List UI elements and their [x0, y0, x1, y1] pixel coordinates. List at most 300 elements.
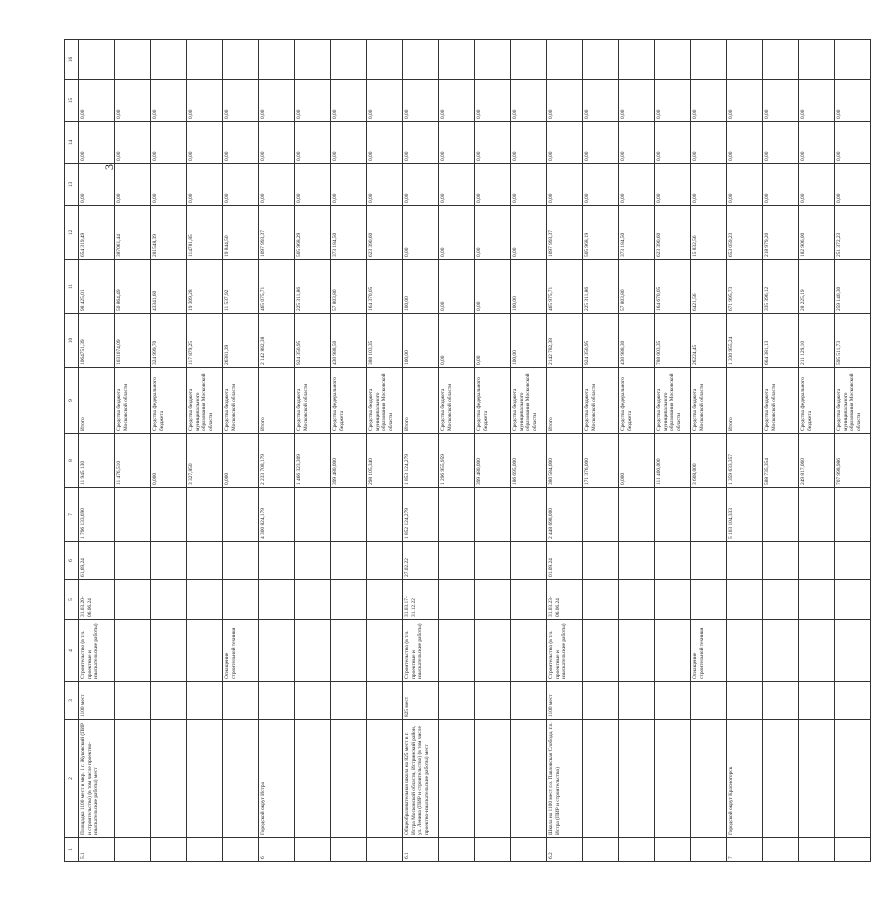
table-cell: 0,00 [511, 122, 547, 164]
table-cell: Городской округ Истра [259, 720, 295, 838]
financing-table [64, 39, 871, 862]
table-cell [79, 40, 115, 80]
table-row [727, 40, 763, 862]
table-cell: 0,00 [295, 122, 331, 164]
table-cell: 0,00 [475, 314, 511, 368]
table-cell: 26381,39 [223, 314, 259, 368]
table-cell: 0,00 [151, 80, 187, 122]
table-cell [835, 838, 871, 862]
table-cell [295, 838, 331, 862]
table-row [763, 40, 799, 862]
table-cell: 1 852 124,279 [403, 488, 439, 542]
table-cell: 1097 993,37 [259, 206, 295, 260]
table-cell [691, 682, 727, 720]
table-cell [763, 488, 799, 542]
table-cell: 654 319,49 [79, 206, 115, 260]
table-cell: 225 311,86 [295, 260, 331, 314]
table-cell: 0,00 [151, 164, 187, 206]
table-cell [619, 488, 655, 542]
table-cell: 171 376,000 [583, 434, 619, 488]
table-cell: Строительство (в т.ч. проектные и изыскательские работы) [547, 620, 583, 682]
table-row [295, 40, 331, 862]
table-row [691, 40, 727, 862]
column-number-row [65, 40, 79, 862]
table-cell [583, 488, 619, 542]
table-cell: 27.02.22 [403, 542, 439, 580]
column-number-cell: 9 [65, 368, 79, 434]
table-cell: 0,00 [691, 164, 727, 206]
table-cell [835, 720, 871, 838]
table-cell: 211 129,10 [799, 314, 835, 368]
table-cell [331, 580, 367, 620]
table-cell [475, 488, 511, 542]
table-cell [403, 40, 439, 80]
table-cell [655, 542, 691, 580]
table-cell: 0,00 [79, 164, 115, 206]
table-cell: 0,00 [475, 80, 511, 122]
table-cell: 335 396,12 [763, 260, 799, 314]
table-cell: 465 075,71 [259, 260, 295, 314]
table-cell [187, 580, 223, 620]
table-cell [583, 542, 619, 580]
table-cell: 0,00 [691, 80, 727, 122]
table-cell: 0,000 [223, 434, 259, 488]
table-cell: 7 [727, 838, 763, 862]
table-cell [583, 720, 619, 838]
table-cell: 0,00 [151, 122, 187, 164]
table-cell [655, 580, 691, 620]
table-cell [295, 682, 331, 720]
table-cell [151, 620, 187, 682]
table-cell [259, 580, 295, 620]
table-cell [151, 542, 187, 580]
table-cell [331, 542, 367, 580]
table-cell: 924 350,95 [295, 314, 331, 368]
table-cell [799, 542, 835, 580]
table-cell: 0,00 [187, 164, 223, 206]
table-cell [511, 620, 547, 682]
table-cell: 31.03.23-06.06.24 [547, 580, 583, 620]
table-cell [367, 682, 403, 720]
table-cell: 1 466 323,309 [295, 434, 331, 488]
table-cell [115, 542, 151, 580]
table-cell: 0,00 [403, 206, 439, 260]
table-cell: 0,00 [475, 122, 511, 164]
table-cell [151, 838, 187, 862]
table-cell: Средства федерального бюджета [475, 368, 511, 434]
table-row [583, 40, 619, 862]
table-cell: 111 400,000 [655, 434, 691, 488]
table-cell: Средства бюджета Московской области [223, 368, 259, 434]
table-cell: 0,00 [115, 122, 151, 164]
table-cell [763, 580, 799, 620]
table-cell [619, 580, 655, 620]
table-cell [187, 40, 223, 80]
table-cell [655, 682, 691, 720]
table-cell [511, 580, 547, 620]
table-cell: Итого [727, 368, 763, 434]
table-cell [367, 620, 403, 682]
table-cell: 3 327,850 [187, 434, 223, 488]
table-cell: 0,00 [259, 80, 295, 122]
table-cell [727, 542, 763, 580]
table-cell [223, 40, 259, 80]
table-cell: Средства бюджета Московской области [439, 368, 475, 434]
table-cell: 1100 мест [547, 682, 583, 720]
table-cell: 0,00 [295, 80, 331, 122]
table-cell [799, 620, 835, 682]
table-cell [151, 682, 187, 720]
table-cell [187, 488, 223, 542]
table-cell: 6 [259, 838, 295, 862]
table-cell: 100,00 [511, 260, 547, 314]
table-cell [439, 838, 475, 862]
column-number-cell: 6 [65, 542, 79, 580]
table-cell: 0,00 [619, 164, 655, 206]
table-cell [835, 40, 871, 80]
table-cell [367, 838, 403, 862]
table-cell: 6.1 [403, 838, 439, 862]
table-cell: 588 735,354 [763, 434, 799, 488]
table-cell: 50 864,49 [115, 260, 151, 314]
table-cell [259, 542, 295, 580]
table-cell [475, 720, 511, 838]
table-row [475, 40, 511, 862]
table-cell [295, 620, 331, 682]
table-cell [655, 40, 691, 80]
table-cell [187, 542, 223, 580]
table-cell: 0,00 [583, 122, 619, 164]
table-cell [223, 488, 259, 542]
table-cell: 0,00 [799, 80, 835, 122]
table-cell: 1100 мест [79, 682, 115, 720]
table-cell [151, 40, 187, 80]
table-cell [547, 40, 583, 80]
table-cell: 465 975,71 [547, 260, 583, 314]
table-row [403, 40, 439, 862]
table-cell [115, 488, 151, 542]
table-row [115, 40, 151, 862]
table-cell: 251 372,23 [835, 206, 871, 260]
column-number-cell: 2 [65, 720, 79, 838]
table-cell [187, 838, 223, 862]
table-cell [367, 580, 403, 620]
table-cell [511, 682, 547, 720]
table-cell: 0,00 [295, 164, 331, 206]
table-cell: 0,00 [475, 164, 511, 206]
table-cell: 6421,56 [691, 260, 727, 314]
table-cell [187, 682, 223, 720]
table-cell: Общеобразовательная школа на 825 мест в г. Истра Московской области, Истринский район, ул. Ленина (ПИР и строительство) (в том числе проектно-изыскательские работы) мест [403, 720, 439, 838]
table-cell: 19 844,50 [223, 206, 259, 260]
table-cell: 0,00 [115, 164, 151, 206]
table-cell [475, 40, 511, 80]
table-cell [331, 620, 367, 682]
table-cell: Средства бюджета Московской области [691, 368, 727, 434]
table-cell: 0,00 [475, 260, 511, 314]
table-cell: 0,00 [439, 206, 475, 260]
table-cell [835, 542, 871, 580]
table-cell [115, 682, 151, 720]
table-cell [475, 620, 511, 682]
table-cell [187, 620, 223, 682]
table-cell [619, 542, 655, 580]
table-cell [295, 488, 331, 542]
column-number-cell: 7 [65, 488, 79, 542]
table-cell: 1 853 124,279 [403, 434, 439, 488]
table-cell: 61,69,24 [79, 542, 115, 580]
table-cell: Средства бюджета Московской области [583, 368, 619, 434]
table-cell: Оснащение строительной техники [223, 620, 259, 682]
table-cell [835, 620, 871, 682]
table-cell [511, 40, 547, 80]
table-cell [475, 542, 511, 580]
table-cell [295, 720, 331, 838]
table-cell [763, 720, 799, 838]
table-cell [115, 580, 151, 620]
table-cell: Средства бюджета Московской области [295, 368, 331, 434]
table-cell [511, 488, 547, 542]
table-cell: Площадка 1100 мест в мкр. 1 г. Жуковский (ПИР и строительство) (в том числе проектно-изыскательские работы) мест [79, 720, 115, 838]
column-number-cell: 5 [65, 580, 79, 620]
table-cell: 653 059,23 [727, 206, 763, 260]
table-cell [439, 620, 475, 682]
table-cell: 31.03.20-06.06.24 [79, 580, 115, 620]
table-cell: 0,00 [439, 80, 475, 122]
table-cell: 0,00 [331, 164, 367, 206]
table-cell [259, 682, 295, 720]
table-cell: 0,00 [331, 80, 367, 122]
table-cell: Средства бюджета муниципального образования Московской области [655, 368, 691, 434]
table-cell [619, 682, 655, 720]
table-cell: Средства федерального бюджета [799, 368, 835, 434]
table-cell: 0,00 [763, 164, 799, 206]
table-cell [655, 488, 691, 542]
table-row [547, 40, 583, 862]
table-cell: 0,00 [259, 164, 295, 206]
rotated-sheet [64, 40, 862, 862]
table-cell: 0,00 [511, 80, 547, 122]
column-number-cell: 3 [65, 682, 79, 720]
table-cell [331, 682, 367, 720]
table-cell: 388 103,35 [367, 314, 403, 368]
table-cell [763, 682, 799, 720]
table-cell: 0,00 [403, 80, 439, 122]
table-cell [835, 488, 871, 542]
table-cell [583, 620, 619, 682]
table-cell: 3 608,000 [691, 434, 727, 488]
table-cell: 0,00 [727, 80, 763, 122]
table-cell: Итого [403, 368, 439, 434]
landscape-table-wrapper [64, 40, 862, 862]
table-row [835, 40, 871, 862]
table-cell: 31.03.17-31.12.22 [403, 580, 439, 620]
table-cell: 623 390,60 [367, 206, 403, 260]
table-cell [367, 542, 403, 580]
table-cell: 0,00 [547, 122, 583, 164]
table-cell: 0,00 [475, 206, 511, 260]
table-cell [691, 542, 727, 580]
table-cell [331, 838, 367, 862]
table-row [187, 40, 223, 862]
table-cell: 43341,60 [151, 260, 187, 314]
table-row [439, 40, 475, 862]
table-cell: 1064751,39 [79, 314, 115, 368]
table-cell: 2 448 698,000 [547, 488, 583, 542]
table-cell [799, 838, 835, 862]
table-cell: 11 945 130 [79, 434, 115, 488]
table-cell [619, 620, 655, 682]
table-cell [367, 40, 403, 80]
table-cell: 0,00 [223, 164, 259, 206]
table-cell: 0,00 [799, 122, 835, 164]
table-cell: Итого [547, 368, 583, 434]
table-cell [151, 720, 187, 838]
table-cell: 1 359 633,357 [727, 434, 763, 488]
table-cell: Средства бюджета муниципального образования Московской области [187, 368, 223, 434]
table-cell: 373 184,50 [619, 206, 655, 260]
table-cell: 100,00 [403, 260, 439, 314]
table-cell: 0,00 [115, 80, 151, 122]
table-cell: 399 480,000 [331, 434, 367, 488]
table-cell: 186 695,000 [511, 434, 547, 488]
table-cell [691, 40, 727, 80]
table-cell [583, 682, 619, 720]
table-cell [763, 40, 799, 80]
table-cell: 0,00 [835, 122, 871, 164]
table-cell [259, 40, 295, 80]
table-cell: 0,00 [331, 122, 367, 164]
table-cell [115, 838, 151, 862]
table-cell: 0,00 [223, 122, 259, 164]
table-cell: 1 330 955,24 [727, 314, 763, 368]
table-cell: 11 537,92 [223, 260, 259, 314]
table-cell [511, 542, 547, 580]
table-cell [763, 838, 799, 862]
table-cell [691, 488, 727, 542]
table-cell: 0,00 [259, 122, 295, 164]
table-cell [583, 838, 619, 862]
table-row [619, 40, 655, 862]
table-cell: 26224,45 [691, 314, 727, 368]
table-cell: 218 979,20 [763, 206, 799, 260]
table-cell: 0,00 [223, 80, 259, 122]
table-cell [799, 720, 835, 838]
table-cell [331, 488, 367, 542]
table-row [799, 40, 835, 862]
table-cell: 430 988,50 [331, 314, 367, 368]
table-cell: 0,00 [79, 80, 115, 122]
table-cell: 01.09.24 [547, 542, 583, 580]
table-cell [115, 40, 151, 80]
table-cell: 399 480,000 [475, 434, 511, 488]
column-number-cell: 12 [65, 206, 79, 260]
table-row [79, 40, 115, 862]
column-number-cell: 10 [65, 314, 79, 368]
table-cell: 5 103 104,333 [727, 488, 763, 542]
table-cell [763, 542, 799, 580]
table-cell: 249 817,060 [799, 434, 835, 488]
table-cell: 0,00 [439, 260, 475, 314]
table-row [259, 40, 295, 862]
table-cell: Средства бюджета муниципального образования Московской области [835, 368, 871, 434]
table-cell [331, 720, 367, 838]
table-cell: Средства федерального бюджета [331, 368, 367, 434]
table-cell: 19 309,28 [187, 260, 223, 314]
table-cell: 0,00 [511, 164, 547, 206]
table-cell [439, 40, 475, 80]
table-cell [187, 720, 223, 838]
table-cell: 225 311,86 [583, 260, 619, 314]
table-cell [295, 580, 331, 620]
table-cell: 595 511,73 [835, 314, 871, 368]
table-cell: 0,00 [439, 164, 475, 206]
table-cell [727, 40, 763, 80]
table-cell: 0,00 [511, 206, 547, 260]
table-cell: 100,00 [403, 314, 439, 368]
table-cell [223, 580, 259, 620]
table-cell [439, 488, 475, 542]
table-cell: 0,00 [367, 164, 403, 206]
table-cell [331, 40, 367, 80]
table-cell [151, 488, 187, 542]
table-cell: 0,00 [367, 80, 403, 122]
table-cell: 0,00 [763, 122, 799, 164]
table-cell [223, 682, 259, 720]
table-cell: 259 140,30 [835, 260, 871, 314]
table-cell [655, 838, 691, 862]
table-cell [295, 542, 331, 580]
table-cell: 2 142 882,38 [259, 314, 295, 368]
table-cell [727, 620, 763, 682]
table-cell: 0,00 [691, 122, 727, 164]
table-cell [799, 488, 835, 542]
table-cell: 164 370,05 [367, 260, 403, 314]
table-row [367, 40, 403, 862]
table-cell [619, 40, 655, 80]
table-cell: 0,00 [403, 164, 439, 206]
column-number-cell: 8 [65, 434, 79, 488]
table-row [331, 40, 367, 862]
table-cell [691, 580, 727, 620]
table-cell [799, 40, 835, 80]
table-cell [367, 720, 403, 838]
table-cell [655, 620, 691, 682]
table-cell: 11 476,510 [115, 434, 151, 488]
table-cell: 0,00 [79, 122, 115, 164]
table-cell: 0,00 [187, 122, 223, 164]
table-cell [475, 838, 511, 862]
table-cell: Средства федерального бюджета [619, 368, 655, 434]
table-cell: 15 832,56 [691, 206, 727, 260]
table-cell: 430 988,30 [619, 314, 655, 368]
table-cell: 182 906,00 [799, 206, 835, 260]
table-cell: 1 796 133,690 [79, 488, 115, 542]
column-number-cell: 14 [65, 122, 79, 164]
table-cell: Городской округ Красногорск [727, 720, 763, 838]
table-cell: 0,00 [655, 164, 691, 206]
table-cell: 28 225,19 [799, 260, 835, 314]
table-cell [799, 682, 835, 720]
column-number-cell: 4 [65, 620, 79, 682]
column-number-cell: 13 [65, 164, 79, 206]
table-cell [439, 720, 475, 838]
table-cell [439, 580, 475, 620]
table-cell [799, 580, 835, 620]
table-cell: Итого [259, 368, 295, 434]
table-cell: 623 390,60 [655, 206, 691, 260]
table-cell [619, 838, 655, 862]
